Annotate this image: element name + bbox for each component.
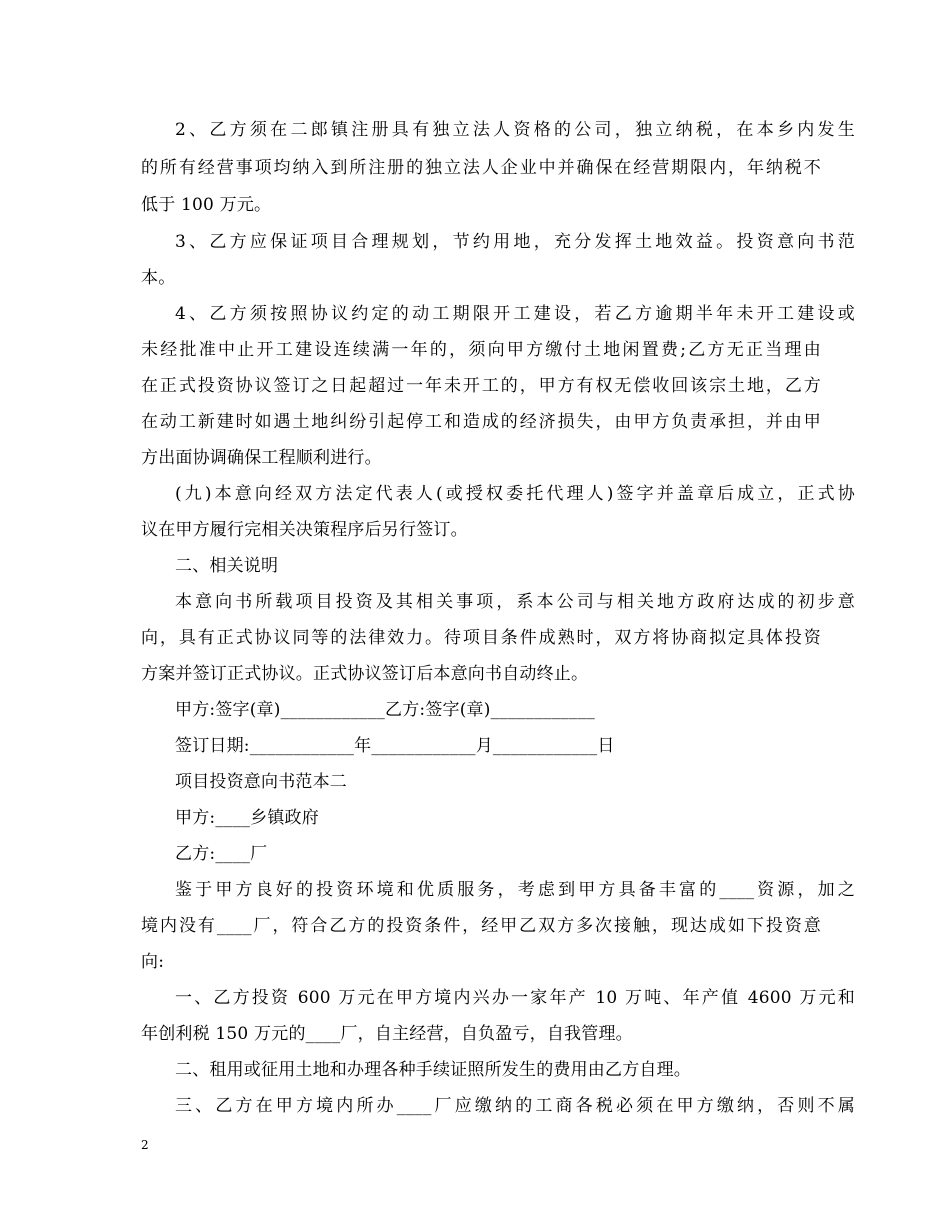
text-line: 在正式投资协议签订之日起超过一年未开工的，甲方有权无偿收回该宗土地，乙方 — [141, 376, 821, 396]
document-title: 项目投资意向书范本二 — [175, 772, 347, 792]
text-line: 向: — [141, 952, 165, 972]
text-line: 3、乙方应保证项目合理规划，节约用地，充分发挥土地效益。投资意向书范 — [175, 232, 855, 252]
text-line: 境内没有____厂，符合乙方的投资条件，经甲乙双方多次接触，现达成如下投资意 — [141, 916, 821, 936]
sign-date-line: 签订日期:____________年____________月____________日 — [175, 736, 615, 756]
text-line: 在动工新建时如遇土地纠纷引起停工和造成的经济损失，由甲方负责承担，并由甲 — [141, 412, 821, 432]
text-line: 2、乙方须在二郎镇注册具有独立法人资格的公司，独立纳税，在本乡内发生 — [175, 120, 855, 140]
section-heading: 二、相关说明 — [175, 556, 279, 576]
text-line: 议在甲方履行完相关决策程序后另行签订。 — [141, 520, 468, 540]
text-line: 本。 — [141, 268, 176, 288]
text-line: 本意向书所载项目投资及其相关事项，系本公司与相关地方政府达成的初步意 — [175, 592, 855, 612]
text-line: 方出面协调确保工程顺利进行。 — [141, 448, 382, 468]
text-line: 年创利税 150 万元的____厂，自主经营，自负盈亏，自我管理。 — [141, 1024, 633, 1044]
text-line: 鉴于甲方良好的投资环境和优质服务，考虑到甲方具备丰富的____资源，加之 — [175, 880, 855, 900]
text-line: 低于 100 万元。 — [141, 195, 272, 215]
page-number: 2 — [141, 1138, 149, 1152]
text-line: 一、乙方投资 600 万元在甲方境内兴办一家年产 10 万吨、年产值 4600 万元和 — [175, 988, 855, 1008]
text-line: 方案并签订正式协议。正式协议签订后本意向书自动终止。 — [141, 664, 589, 684]
party-a-line: 甲方:____乡镇政府 — [175, 808, 319, 828]
text-line: 的所有经营事项均纳入到所注册的独立法人企业中并确保在经营期限内，年纳税不 — [141, 158, 821, 178]
party-b-line: 乙方:____厂 — [175, 844, 268, 864]
text-line: 4、乙方须按照协议约定的动工期限开工建设，若乙方逾期半年未开工建设或 — [175, 304, 855, 324]
signature-line: 甲方:签字(章)____________乙方:签字(章)____________ — [175, 700, 595, 720]
text-line: 二、租用或征用土地和办理各种手续证照所发生的费用由乙方自理。 — [175, 1060, 691, 1080]
text-line: (九)本意向经双方法定代表人(或授权委托代理人)签字并盖章后成立，正式协 — [175, 484, 855, 504]
text-line: 未经批准中止开工建设连续满一年的，须向甲方缴付土地闲置费;乙方无正当理由 — [141, 340, 821, 360]
text-line: 向，具有正式协议同等的法律效力。待项目条件成熟时，双方将协商拟定具体投资 — [141, 628, 821, 648]
text-line: 三、乙方在甲方境内所办____厂应缴纳的工商各税必须在甲方缴纳，否则不属 — [175, 1096, 855, 1116]
